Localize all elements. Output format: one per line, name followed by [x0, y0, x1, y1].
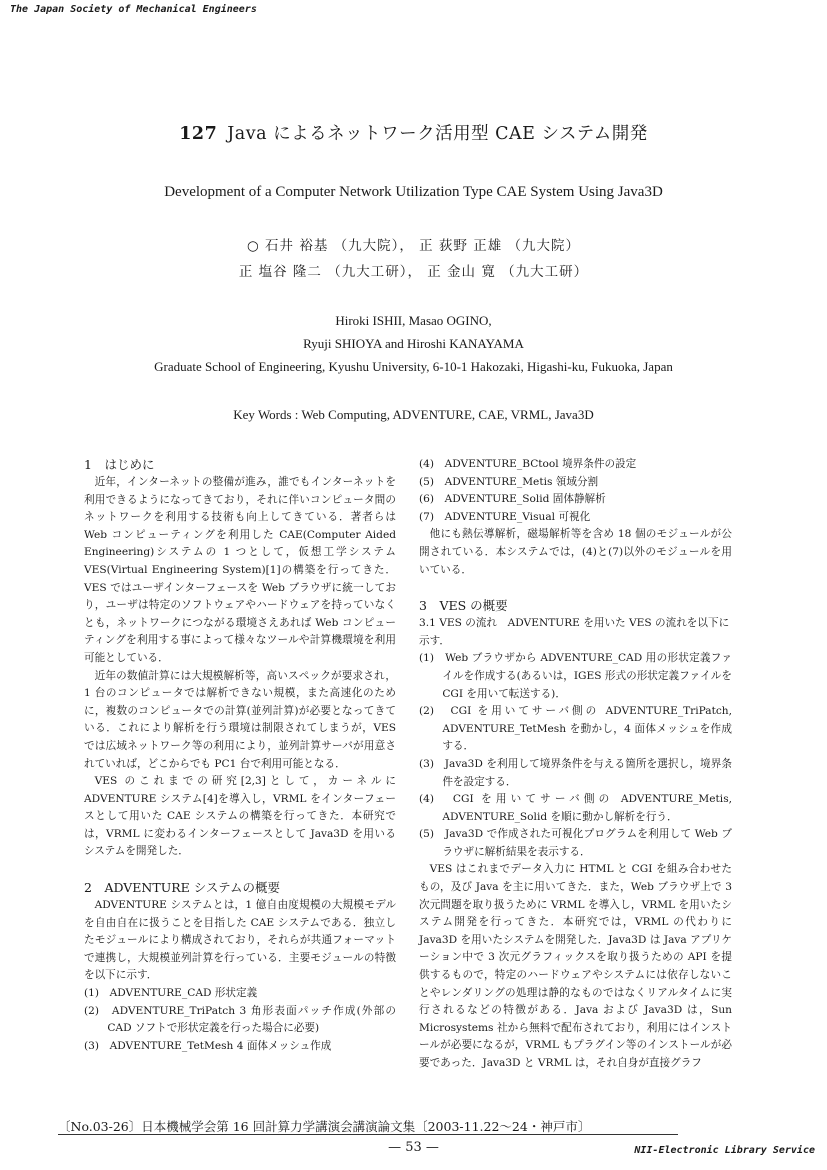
section-3-paragraph: VES はこれまでデータ入力に HTML と CGI を組み合わせたもの，及び Java を主に用いてきた．また，Web ブラウザ上で 3 次元問題を取り扱うために VRML を導入し，VRML を用いたシステム開発を行ってきた．本研究では，VRML の代わりに Java3D を用いたシステムを開発した．Java3D は Java アプリケーション中で 3 次元グラフィックスを取り扱うための API を提供するもので，特定のハードウェアやシステムには依存しないことやレンダリングの処理は静的なものではなくリアルタイムに実行されるなどの特徴がある．Java および Java3D は，Sun Microsystems 社から無料で配布されており，利用にはインストールが必要になるが，VRML もプラグイン等のインストールが必要であった．Java3D と VRML は，それ自身が直接グラフ: [419, 863, 732, 1069]
affiliation-en: Graduate School of Engineering, Kyushu University, 6-10-1 Hakozaki, Higashi-ku, Fukuoka, Japan: [154, 359, 673, 374]
module-item: (1) ADVENTURE_CAD 形状定義: [84, 987, 258, 1000]
right-column: [419, 456, 732, 1073]
authors-jp-line-2: 正 塩谷 隆二 （九大工研）， 正 金山 寛 （九大工研）: [238, 264, 589, 280]
paper-number: 127: [179, 124, 218, 144]
module-item: (5) ADVENTURE_Metis 領域分割: [419, 475, 599, 488]
section-3-heading: 3 VES の概要: [419, 598, 508, 614]
flow-step: (1) Web ブラウザから ADVENTURE_CAD 用の形状定義ファイルを作成する(あるいは，IGES 形式の形状定義ファイルを CGI を用いて転送する)．: [419, 652, 732, 700]
proceedings-footer: 〔No.03-26〕日本機械学会第 16 回計算力学講演会講演論文集〔2003-11.22～24・神戸市〕: [58, 1119, 591, 1134]
flow-step: (4) CGI を用いてサーバ側の ADVENTURE_Metis, ADVENTURE_Solid を順に動かし解析を行う．: [419, 793, 732, 823]
section-3-1-lead: 3.1 VES の流れ ADVENTURE を用いた VES の流れを以下に示す．: [419, 617, 730, 647]
library-service-label: NII-Electronic Library Service: [634, 1145, 815, 1156]
section-1-paragraph-2: 近年の数値計算には大規模解析等，高いスペックが要求され，1 台のコンピュータでは解析できない規模，また高速化のために，複数のコンピュータでの計算(並列計算)が必要となってきている．これにより解析を行う環境は制限されてしまうが，VES では広域ネットワーク等の利用により，並列計算サーバが用意されていれば，どこからでも PC1 台で利用可能となる．: [84, 669, 396, 770]
flow-step: (3) Java3D を利用して境界条件を与える箇所を選択し，境界条件を設定する．: [419, 757, 732, 788]
authors-en-line-1: Hiroki ISHII, Masao OGINO,: [335, 313, 492, 328]
left-column: [84, 456, 396, 1055]
module-item: (2) ADVENTURE_TriPatch 3 角形表面パッチ作成(外部の CAD ソフトで形状定義を行った場合に必要): [84, 1004, 396, 1035]
paper-title: [0, 120, 827, 145]
footer-divider: [58, 1134, 678, 1135]
authors-en-line-2: Ryuji SHIOYA and Hiroshi KANAYAMA: [303, 336, 524, 351]
society-header: The Japan Society of Mechanical Engineers: [10, 4, 257, 15]
flow-step: (2) CGI を用いてサーバ側の ADVENTURE_TriPatch, ADVENTURE_TetMesh を動かし，4 面体メッシュを作成する．: [419, 705, 732, 753]
module-item: (6) ADVENTURE_Solid 固体静解析: [419, 493, 606, 506]
section-2-paragraph-1: ADVENTURE システムとは，1 億自由度規模の大規模モデルを自由自在に扱うことを目指した CAE システムである．独立したモジュールにより構成されており，それらが共通フォーマットで連携し，大規模並列計算を行っている．主要モジュールの特徴を以下に示す．: [84, 899, 396, 982]
paper-subtitle-english: Development of a Computer Network Utilization Type CAE System Using Java3D: [164, 184, 663, 200]
section-1-heading: 1 はじめに: [84, 457, 155, 472]
section-1-paragraph-3: VES のこれまでの研究[2,3]として，カーネルに ADVENTURE システム[4]を導入し，VRML をインターフェースとして用いた CAE システムの構築を行ってきた．本研究では，VRML に変わるインターフェースとして Java3D を用いるシステムを開発した．: [84, 775, 396, 858]
page-number: — 53 —: [388, 1140, 439, 1155]
paper-title-text: Java によるネットワーク活用型 CAE システム開発: [227, 124, 648, 144]
module-item: (4) ADVENTURE_BCtool 境界条件の設定: [419, 458, 637, 470]
modules-paragraph: 他にも熱伝導解析，磁場解析等を含め 18 個のモジュールが公開されている．本システムでは，(4)と(7)以外のモジュールを用いている．: [419, 528, 732, 576]
module-item: (7) ADVENTURE_Visual 可視化: [419, 510, 591, 523]
module-item: (3) ADVENTURE_TetMesh 4 面体メッシュ作成: [84, 1039, 332, 1052]
flow-step: (5) Java3D で作成された可視化プログラムを利用して Web ブラウザに解析結果を表示する．: [419, 828, 732, 858]
section-2-heading: 2 ADVENTURE システムの概要: [84, 880, 281, 896]
authors-jp-line-1: ○ 石井 裕基 （九大院）， 正 荻野 正雄 （九大院）: [246, 238, 581, 254]
section-1-paragraph-1: 近年，インターネットの整備が進み，誰でもインターネットを利用できるようになってきており，それに伴いコンピュータ間のネットワークを利用する技術も向上してきている．著者らは Web コンピューティングを利用した CAE(Computer Aided Engineering)システムの 1 つとして，仮想工学システム VES(Virtual Engineering System)[1]の構築を行ってきた．VES ではユーザインターフェースを Web ブラウザに統一しており，ユーザは特定のソフトウェアやハードウェアを持っていなくとも，ネットワークにつながる環境さえあれば Web コンピューティングを利用する事によって様々なツールや計算機環境を利用可能としている．: [84, 476, 396, 664]
keywords: Key Words : Web Computing, ADVENTURE, CAE, VRML, Java3D: [233, 407, 594, 422]
